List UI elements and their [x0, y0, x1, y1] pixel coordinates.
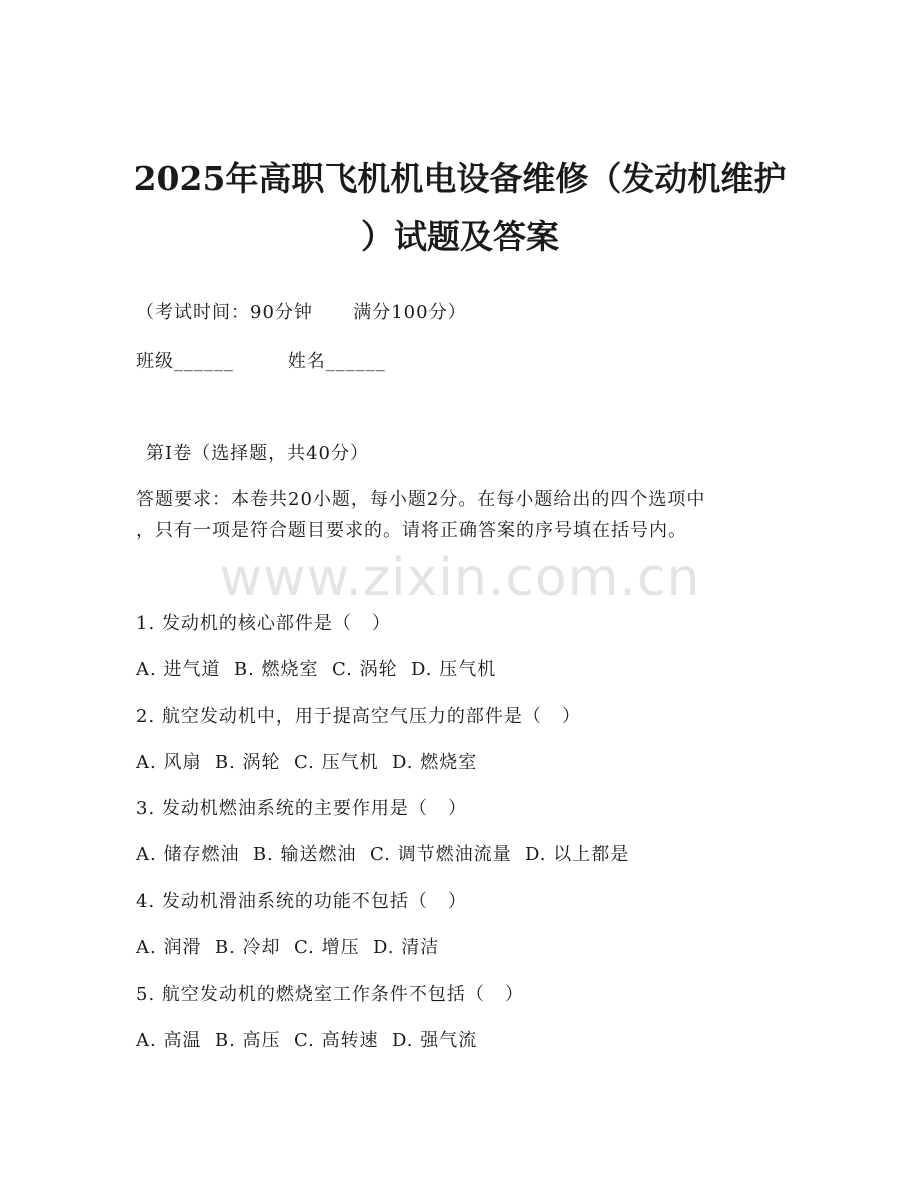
question-3-options: A. 储存燃油 B. 输送燃油 C. 调节燃油流量 D. 以上都是 [136, 844, 630, 865]
student-info: 班级______ 姓名______ [136, 351, 386, 372]
question-4: 4. 发动机滑油系统的功能不包括（ ） [136, 891, 468, 912]
watermark: www.zixin.com.cn [219, 548, 701, 608]
question-5: 5. 航空发动机的燃烧室工作条件不包括（ ） [136, 984, 525, 1005]
instructions-line-1: 答题要求：本卷共20小题，每小题2分。在每小题给出的四个选项中 [136, 489, 706, 510]
question-4-options: A. 润滑 B. 冷却 C. 增压 D. 清洁 [136, 937, 440, 958]
question-2: 2. 航空发动机中，用于提高空气压力的部件是（ ） [136, 706, 582, 727]
question-5-options: A. 高温 B. 高压 C. 高转速 D. 强气流 [136, 1030, 478, 1051]
document-title [60, 150, 860, 266]
question-2-options: A. 风扇 B. 涡轮 C. 压气机 D. 燃烧室 [136, 752, 478, 773]
instructions-line-2: ，只有一项是符合题目要求的。请将正确答案的序号填在括号内。 [136, 520, 687, 541]
question-1-options: A. 进气道 B. 燃烧室 C. 涡轮 D. 压气机 [136, 659, 497, 680]
question-1: 1. 发动机的核心部件是（ ） [136, 613, 392, 634]
title-line-2: ）试题及答案 [361, 217, 559, 256]
title-line-1: 2025年高职飞机机电设备维修（发动机维护 [133, 159, 787, 198]
question-3: 3. 发动机燃油系统的主要作用是（ ） [136, 798, 468, 819]
section-heading: 第I卷（选择题，共40分） [146, 443, 370, 464]
exam-info: （考试时间：90分钟 满分100分） [136, 302, 467, 323]
